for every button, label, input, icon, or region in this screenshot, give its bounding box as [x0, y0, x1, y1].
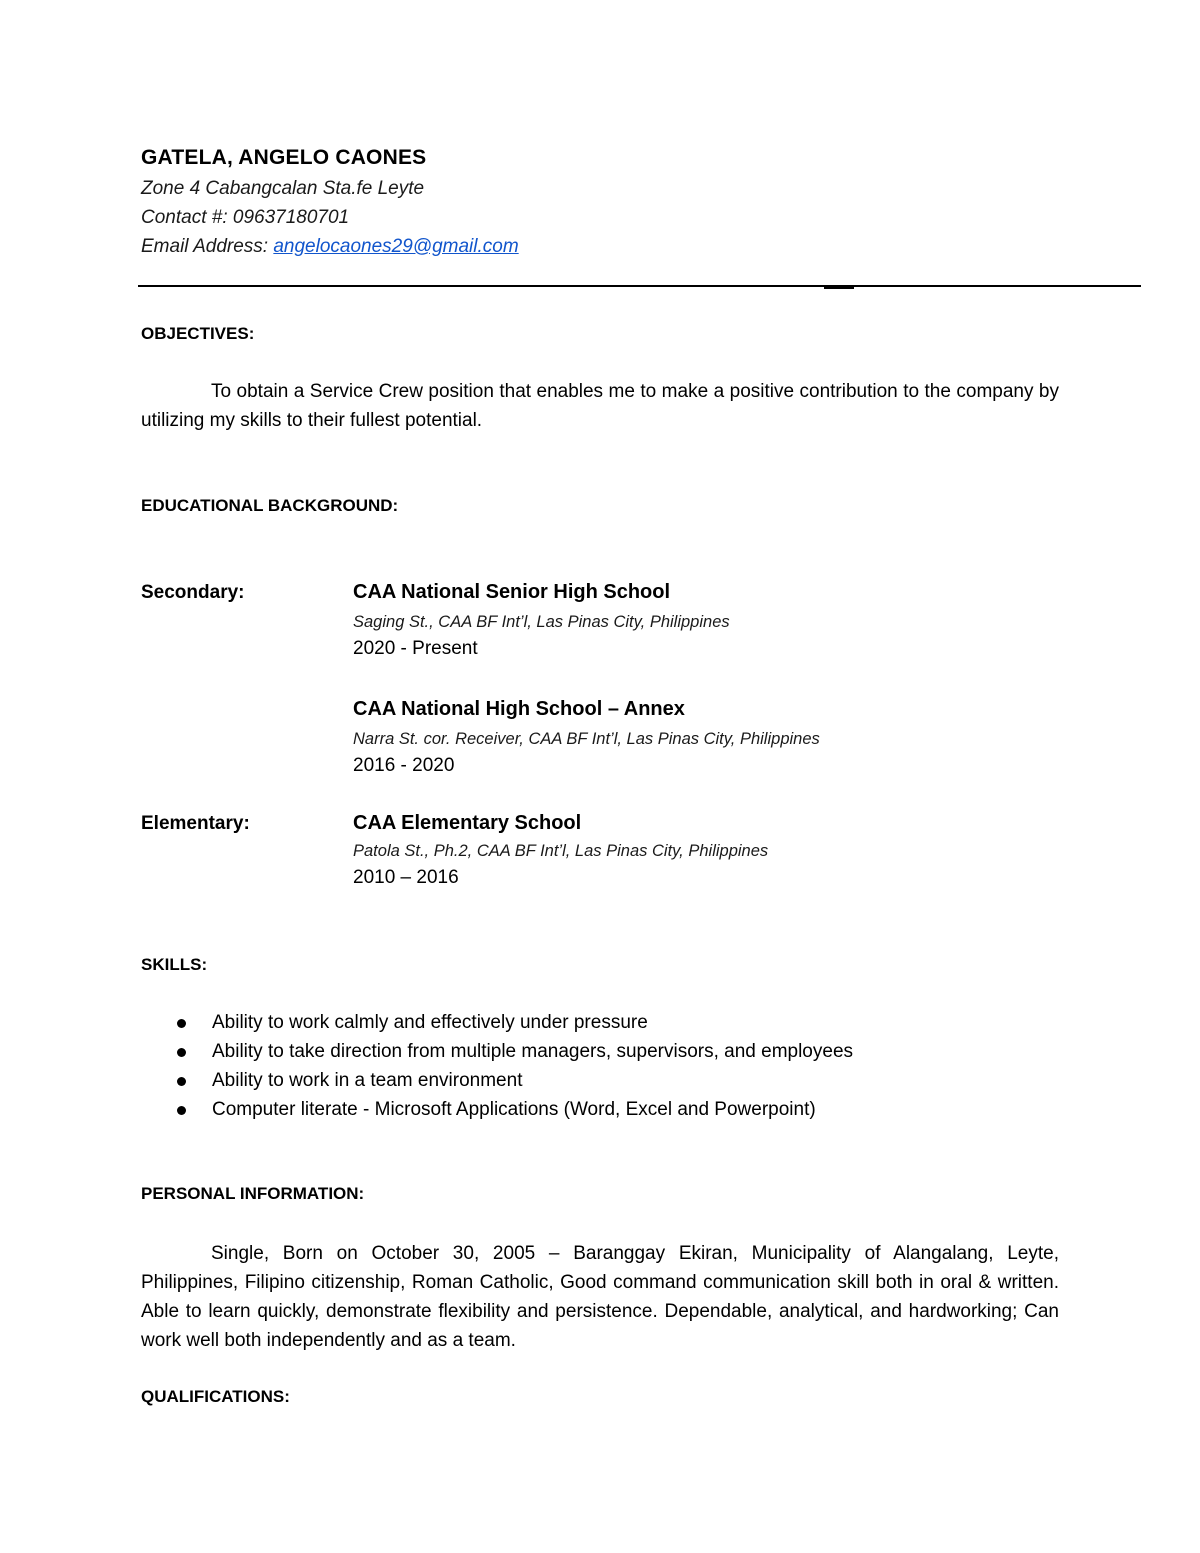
elementary-label: Elementary: [141, 813, 250, 834]
objectives-heading: OBJECTIVES: [141, 324, 255, 343]
personal-info-heading: PERSONAL INFORMATION: [141, 1184, 365, 1203]
header-divider [138, 285, 1141, 287]
email-link[interactable]: angelocaones29@gmail.com [273, 236, 519, 257]
applicant-name: GATELA, ANGELO CAONES [141, 146, 427, 169]
school-name: CAA Elementary School [353, 812, 582, 834]
school-years: 2020 - Present [353, 638, 478, 659]
school-years: 2010 – 2016 [353, 867, 459, 888]
bullet-icon [177, 1106, 186, 1115]
school-name: CAA National Senior High School [353, 581, 671, 603]
school-address: Saging St., CAA BF Int’l, Las Pinas City, Philippines [353, 613, 730, 631]
qualifications-heading: QUALIFICATIONS: [141, 1387, 290, 1406]
contact-line: Contact #: 09637180701 [141, 207, 350, 228]
personal-info-text [141, 1239, 1059, 1355]
skill-text: Ability to take direction from multiple managers, supervisors, and employees [212, 1041, 854, 1062]
skill-text: Ability to work in a team environment [212, 1070, 523, 1091]
skill-item [171, 1037, 853, 1066]
school-address: Narra St. cor. Receiver, CAA BF Int’l, Las Pinas City, Philippines [353, 730, 820, 748]
bullet-icon [177, 1048, 186, 1057]
secondary-label: Secondary: [141, 582, 245, 603]
skill-item [171, 1066, 853, 1095]
skill-item [171, 1008, 853, 1037]
objectives-text [141, 377, 1059, 435]
bullet-icon [177, 1019, 186, 1028]
bullet-icon [177, 1077, 186, 1086]
school-name: CAA National High School – Annex [353, 698, 685, 720]
school-years: 2016 - 2020 [353, 755, 455, 776]
skill-item [171, 1095, 853, 1124]
skill-text: Computer literate - Microsoft Applications (Word, Excel and Powerpoint) [212, 1099, 816, 1120]
education-heading: EDUCATIONAL BACKGROUND: [141, 496, 399, 515]
divider-mark [824, 287, 854, 289]
skills-list [171, 1008, 853, 1124]
address-line: Zone 4 Cabangcalan Sta.fe Leyte [141, 178, 425, 199]
objectives-text-body: To obtain a Service Crew position that enables me to make a positive contribution to the company by utilizing my skills to their fullest potential. [141, 381, 1059, 431]
skills-heading: SKILLS: [141, 955, 208, 974]
school-address: Patola St., Ph.2, CAA BF Int’l, Las Pinas City, Philippines [353, 842, 769, 860]
email-line [141, 236, 519, 258]
personal-info-body: Single, Born on October 30, 2005 – Baranggay Ekiran, Municipality of Alangalang, Leyte, Philippines, Filipino citizenship, Roman Catholic, Good command communication skill both in oral & written. Able to learn quickly, demonstrate flexibility and persistence. Dependable, analytical, and hardworking; Can work well both independently and as a team. [141, 1243, 1059, 1351]
email-label: Email Address: [141, 236, 274, 257]
skill-text: Ability to work calmly and effectively under pressure [212, 1012, 648, 1033]
